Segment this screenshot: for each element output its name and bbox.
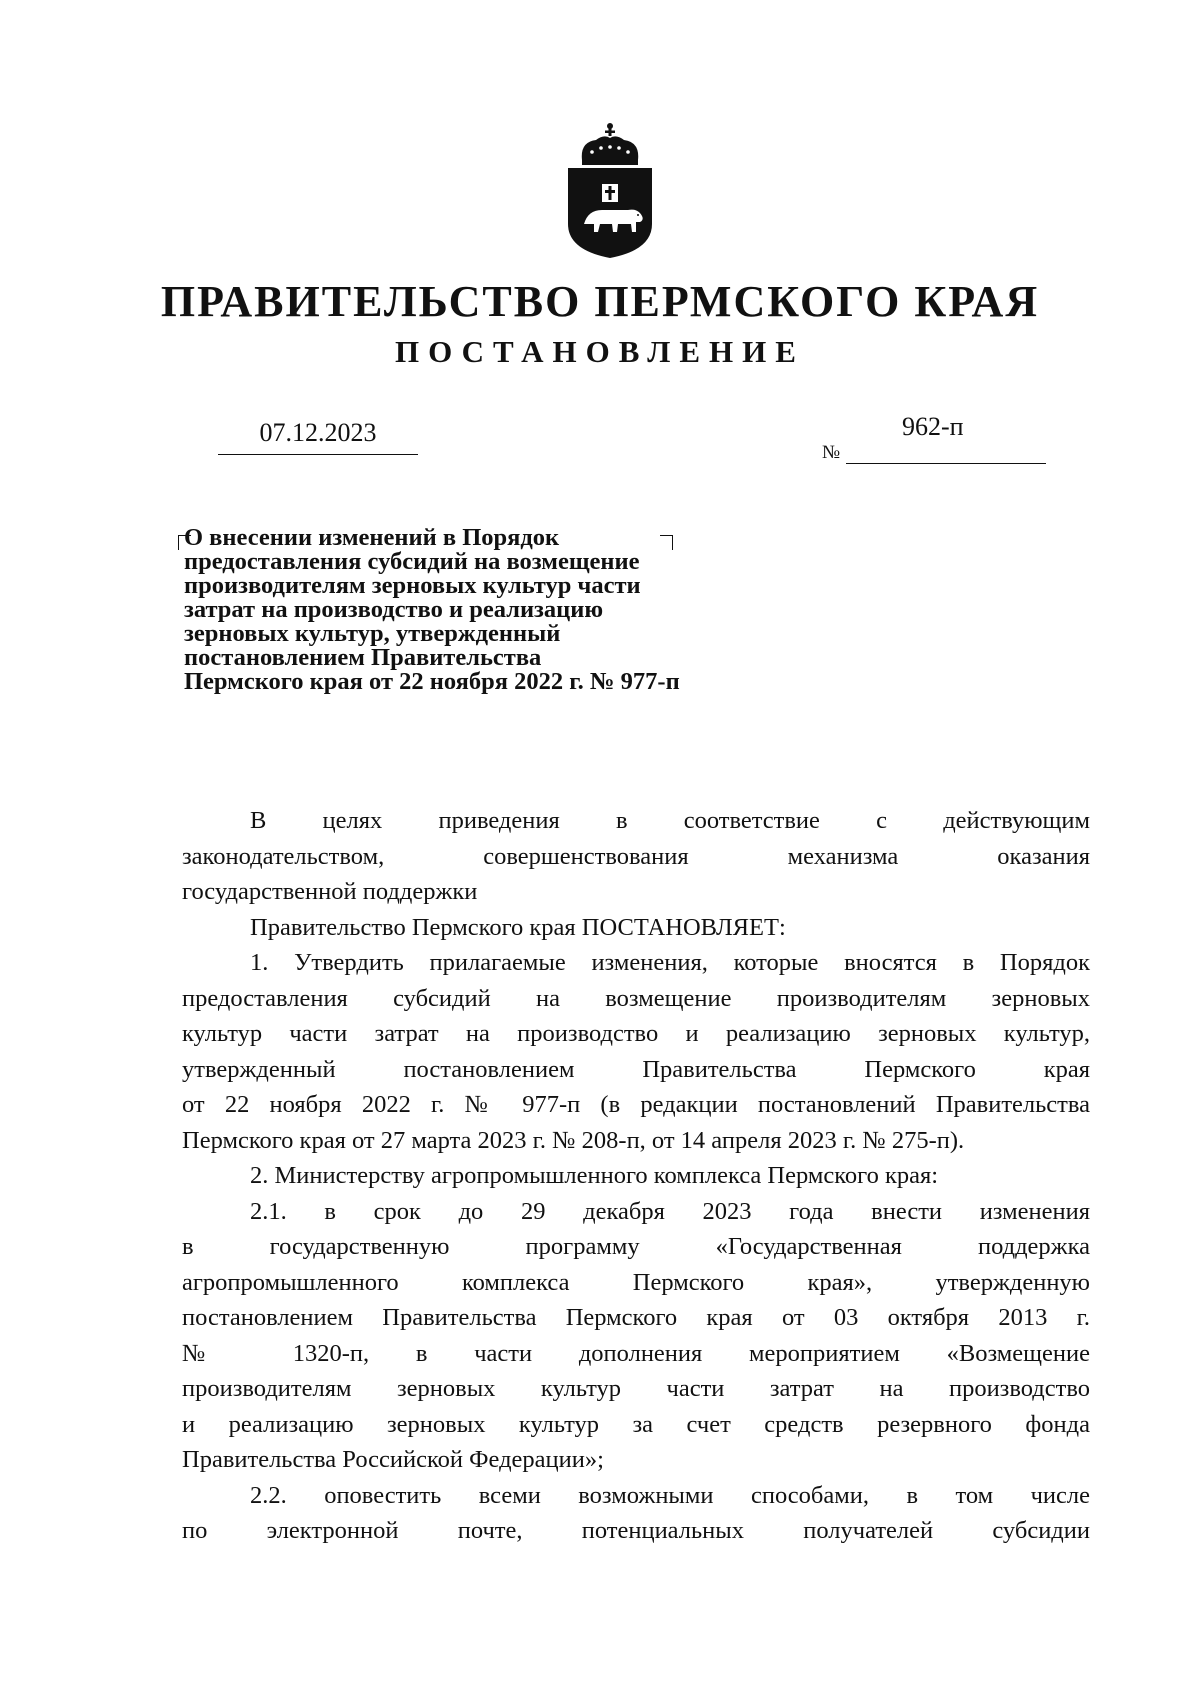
subject-line: зерновых культур, утвержденный: [184, 620, 561, 647]
date-field: [218, 418, 418, 455]
body-line: 1. Утвердить прилагаемые изменения, которые вносятся в Порядок: [250, 949, 1090, 976]
document-type: ПОСТАНОВЛЕНИЕ: [395, 334, 805, 369]
coat-of-arms-emblem: [562, 120, 658, 260]
body-line: государственной поддержки: [182, 878, 478, 905]
date-underline: [218, 454, 418, 455]
body-line: В целях приведения в соответствие с действующим: [250, 807, 1090, 834]
body-line: культур части затрат на производство и реализацию зерновых культур,: [182, 1020, 1090, 1047]
subject-line: постановлением Правительства: [184, 644, 542, 671]
document-subject: [184, 526, 784, 694]
government-title: ПРАВИТЕЛЬСТВО ПЕРМСКОГО КРАЯ: [160, 277, 1040, 326]
body-line: Правительства Российской Федерации»;: [182, 1446, 604, 1473]
subject-line: предоставления субсидий на возмещение: [184, 548, 640, 575]
number-underline: [846, 463, 1046, 464]
body-line: агропромышленного комплекса Пермского края», утвержденную: [182, 1268, 1090, 1296]
body-line: предоставления субсидий на возмещение производителям зерновых: [182, 984, 1090, 1012]
subject-line: затрат на производство и реализацию: [184, 596, 604, 623]
subject-line: Пермского края от 22 ноября 2022 г. № 977-п: [184, 668, 680, 695]
body-line: 2.1. в срок до 29 декабря 2023 года внести изменения: [250, 1197, 1090, 1225]
body-line: утвержденный постановлением Правительства Пермского края: [182, 1055, 1090, 1083]
body-line: от 22 ноября 2022 г. № 977-п (в редакции постановлений Правительства: [182, 1091, 1090, 1118]
body-line: Правительство Пермского края ПОСТАНОВЛЯЕТ:: [250, 913, 786, 941]
body-line: и реализацию зерновых культур за счет средств резервного фонда: [182, 1410, 1090, 1438]
body-line: 2. Министерству агропромышленного комплекса Пермского края:: [250, 1162, 939, 1189]
document-number: 962-п: [902, 412, 964, 441]
body-line: производителям зерновых культур части затрат на производство: [182, 1375, 1090, 1402]
body-line: 2.2. оповестить всеми возможными способами, в том числе: [250, 1481, 1090, 1509]
body-line: постановлением Правительства Пермского края от 03 октября 2013 г.: [182, 1304, 1090, 1331]
body-line: в государственную программу «Государственная поддержка: [182, 1233, 1090, 1260]
number-field: [822, 412, 1046, 468]
body-line: законодательством, совершенствования механизма оказания: [182, 842, 1090, 870]
body-line: по электронной почте, потенциальных получателей субсидии: [182, 1517, 1090, 1544]
body-line: Пермского края от 27 марта 2023 г. № 208-п, от 14 апреля 2023 г. № 275-п).: [182, 1126, 965, 1154]
body-line: № 1320-п, в части дополнения мероприятием «Возмещение: [182, 1339, 1090, 1367]
subject-line: производителям зерновых культур части: [184, 572, 641, 599]
subject-line: О внесении изменений в Порядок: [184, 524, 560, 551]
document-body: [182, 803, 1090, 1549]
number-sign: №: [822, 442, 841, 463]
document-date: 07.12.2023: [259, 418, 377, 447]
